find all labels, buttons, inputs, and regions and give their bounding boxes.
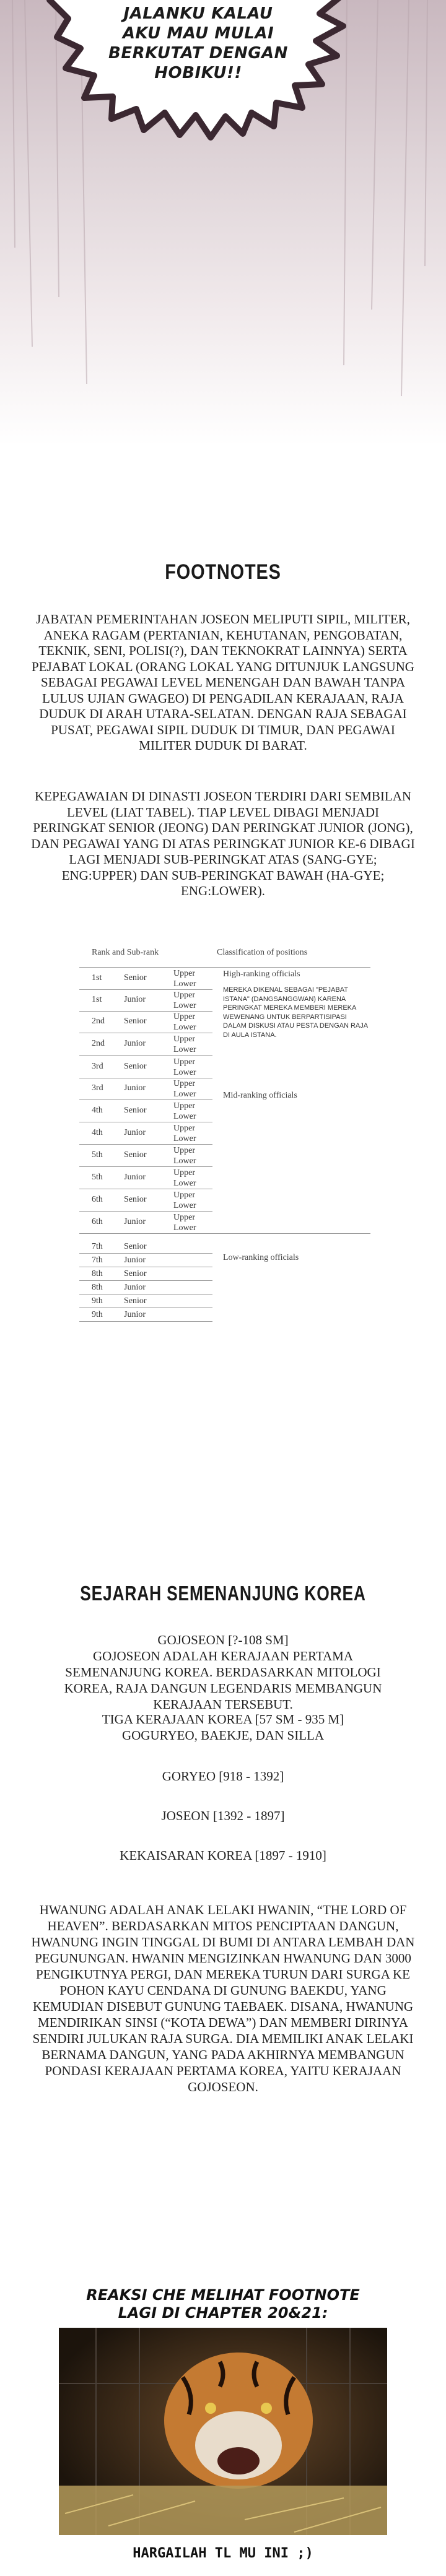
table-rule: [79, 1294, 212, 1295]
rank-degree: 3rd: [92, 1083, 103, 1093]
reaction-caption: REAKSI CHE MELIHAT FOOTNOTE LAGI DI CHAPTER 20&21:: [86, 2286, 360, 2322]
rank-degree: 2nd: [92, 1017, 105, 1026]
rank-degree: 8th: [92, 1269, 103, 1278]
korean-empire-heading: KEKAISARAN KOREA [1897 - 1910]: [120, 1848, 326, 1863]
hwanung-paragraph: HWANUNG ADALAH ANAK LELAKI HWANIN, “THE LORD OF HEAVEN”. BERDASARKAN MITOS PENCIPTAAN DANGUN, HWANUNG INGIN TINGGAL DI BUMI DI ANTARA LEMBAH DAN PEGUNUNGAN. HWANIN MENGIZINKAN HWANUNG DAN 3000 PENGIKUTNYA PERGI, DAN MEREKA TURUN DARI SURGA KE POHON KAYU CENDANA DI GUNUNG BAEKDU, YANG KEMUDIAN DISEBUT GUNUNG TAEBAEK. DISANA, HWANUNG MENDIRIKAN SINSI (“KOTA DEWA”) DAN MEMBERI DIRINYA SENDIRI JULUKAN RAJA SURGA. DIA MEMILIKI ANAK LELAKI BERNAMA DANGUN, YANG PADA AKHIRNYA MEMBANGUN PONDASI KERAJAAN PERTAMA KOREA, YAITU KERAJAAN GOJOSEON.: [31, 1902, 415, 2094]
rank-degree: 9th: [92, 1296, 103, 1306]
table-rule: [79, 1055, 212, 1056]
table-rule: [79, 1253, 212, 1254]
three-kingdoms-heading: TIGA KERAJAAN KOREA [57 SM - 935 M]: [102, 1712, 344, 1727]
rank-degree: 2nd: [92, 1039, 105, 1048]
rank-type: Senior: [124, 1242, 147, 1251]
rank-type: Senior: [124, 1195, 147, 1204]
rank-subrank: Upper Lower: [173, 1079, 196, 1099]
rank-type: Senior: [124, 1296, 147, 1306]
gojoseon-heading: GOJOSEON [?-108 SM]: [157, 1633, 289, 1647]
gojoseon-text: GOJOSEON ADALAH KERAJAAN PERTAMA SEMENANJUNG KOREA. BERDASARKAN MITOLOGI KOREA, RAJA DANGUN LEGENDARIS MEMBANGUN KERAJAAN TERSEBUT.: [64, 1649, 382, 1712]
rank-degree: 1st: [92, 995, 102, 1004]
rank-subrank: Upper Lower: [173, 1057, 196, 1077]
rank-subrank: Upper Lower: [173, 969, 196, 989]
rank-subrank: Upper Lower: [173, 1146, 196, 1166]
rank-degree: 4th: [92, 1128, 103, 1137]
rank-degree: 5th: [92, 1173, 103, 1182]
rank-subrank: Upper Lower: [173, 1101, 196, 1121]
comic-panel: [0, 0, 446, 446]
rank-degree: 4th: [92, 1106, 103, 1115]
rank-degree: 8th: [92, 1283, 103, 1292]
footnote-paragraph-2: KEPEGAWAIAN DI DINASTI JOSEON TERDIRI DARI SEMBILAN LEVEL (LIAT TABEL). TIAP LEVEL DIBAGI MENJADI PERINGKAT SENIOR (JEONG) DAN PERINGKAT JUNIOR (JONG), DAN PEGAWAI YANG DI ATAS PERINGKAT JUNIOR KE-6 DIBAGI LAGI MENJADI SUB-PERINGKAT ATAS (SANG-GYE; ENG:UPPER) DAN SUB-PERINGKAT BAWAH (HA-GYE; ENG:LOWER).: [31, 789, 415, 898]
table-rule: [79, 1211, 212, 1212]
rank-degree: 7th: [92, 1242, 103, 1251]
rank-type: Senior: [124, 1017, 147, 1026]
rank-type: Junior: [124, 995, 146, 1004]
tiger-photo: [59, 2328, 387, 2535]
rank-degree: 3rd: [92, 1062, 103, 1071]
rank-table-header-rank: Rank and Sub-rank: [92, 948, 159, 957]
rank-degree: 7th: [92, 1255, 103, 1265]
rank-type: Junior: [124, 1217, 146, 1226]
rank-type: Senior: [124, 973, 147, 982]
rank-subrank: Upper Lower: [173, 1124, 196, 1143]
joseon-heading: JOSEON [1392 - 1897]: [161, 1808, 285, 1823]
class-low-label: Low-ranking officials: [223, 1253, 299, 1262]
rank-subrank: Upper Lower: [173, 1213, 196, 1233]
three-kingdoms-text: GOGURYEO, BAEKJE, DAN SILLA: [121, 1728, 325, 1743]
table-rule: [79, 1280, 212, 1281]
rank-type: Junior: [124, 1039, 146, 1048]
rank-subrank: Upper Lower: [173, 1168, 196, 1188]
rank-type: Junior: [124, 1310, 146, 1319]
rank-type: Senior: [124, 1150, 147, 1160]
goryeo-heading: GORYEO [918 - 1392]: [162, 1769, 284, 1784]
rank-type: Junior: [124, 1173, 146, 1182]
thanks-footer: HARGAILAH TL MU INI ;): [133, 2546, 313, 2561]
rank-type: Junior: [124, 1128, 146, 1137]
rank-degree: 6th: [92, 1217, 103, 1226]
table-rule: [79, 1321, 212, 1322]
rank-degree: 9th: [92, 1310, 103, 1319]
rank-subrank: Upper Lower: [173, 1034, 196, 1054]
rank-degree: 1st: [92, 973, 102, 982]
korea-history-title: SEJARAH SEMENANJUNG KOREA: [80, 1582, 366, 1605]
table-rule: [79, 967, 370, 968]
table-rule: [79, 1144, 212, 1145]
rank-type: Senior: [124, 1106, 147, 1115]
footnote-paragraph-1: JABATAN PEMERINTAHAN JOSEON MELIPUTI SIPIL, MILITER, ANEKA RAGAM (PERTANIAN, KEHUTANAN, PENGOBATAN, TEKNIK, SENI, POLISI(?), DAN TEKNOKRAT LAINNYA) SERTA PEJABAT LOKAL (ORANG LOKAL YANG DITUNJUK LANGSUNG SEBAGAI PEGAWAI LEVEL MENENGAH DAN BAWAH TANPA LULUS UJIAN GWAGEO) DI PENGADILAN KERAJAAN, RAJA DUDUK DI ARAH UTARA-SELATAN. DENGAN RAJA SEBAGAI PUSAT, PEGAWAI SIPIL DUDUK DI TIMUR, DAN PEGAWAI MILITER DUDUK DI BARAT.: [32, 612, 414, 753]
rank-type: Junior: [124, 1083, 146, 1093]
rank-type: Junior: [124, 1283, 146, 1292]
class-high-label: High-ranking officials: [223, 969, 300, 979]
rank-type: Senior: [124, 1269, 147, 1278]
class-high-note: MEREKA DIKENAL SEBAGAI "PEJABAT ISTANA" (DANGSANGGWAN) KARENA PERINGKAT MEREKA MEMBERI MEREKA WEWENANG UNTUK BERPARTISIPASI DALAM DISKUSI ATAU PESTA DENGAN RAJA DI AULA ISTANA.: [223, 986, 368, 1039]
rank-degree: 5th: [92, 1150, 103, 1160]
rank-type: Junior: [124, 1255, 146, 1265]
rank-subrank: Upper Lower: [173, 1012, 196, 1032]
rank-subrank: Upper Lower: [173, 1190, 196, 1210]
rank-type: Senior: [124, 1062, 147, 1071]
rank-subrank: Upper Lower: [173, 991, 196, 1010]
table-rule: [79, 1099, 212, 1100]
footnotes-title: FOOTNOTES: [165, 560, 281, 584]
speech-bubble-text: JALANKU KALAU AKU MAU MULAI BERKUTAT DENGAN HOBIKU!!: [108, 4, 288, 82]
rank-table-header-class: Classification of positions: [217, 948, 308, 957]
table-rule: [79, 1166, 212, 1167]
rank-degree: 6th: [92, 1195, 103, 1204]
table-rule: [79, 1233, 370, 1234]
class-mid-label: Mid-ranking officials: [223, 1091, 297, 1100]
